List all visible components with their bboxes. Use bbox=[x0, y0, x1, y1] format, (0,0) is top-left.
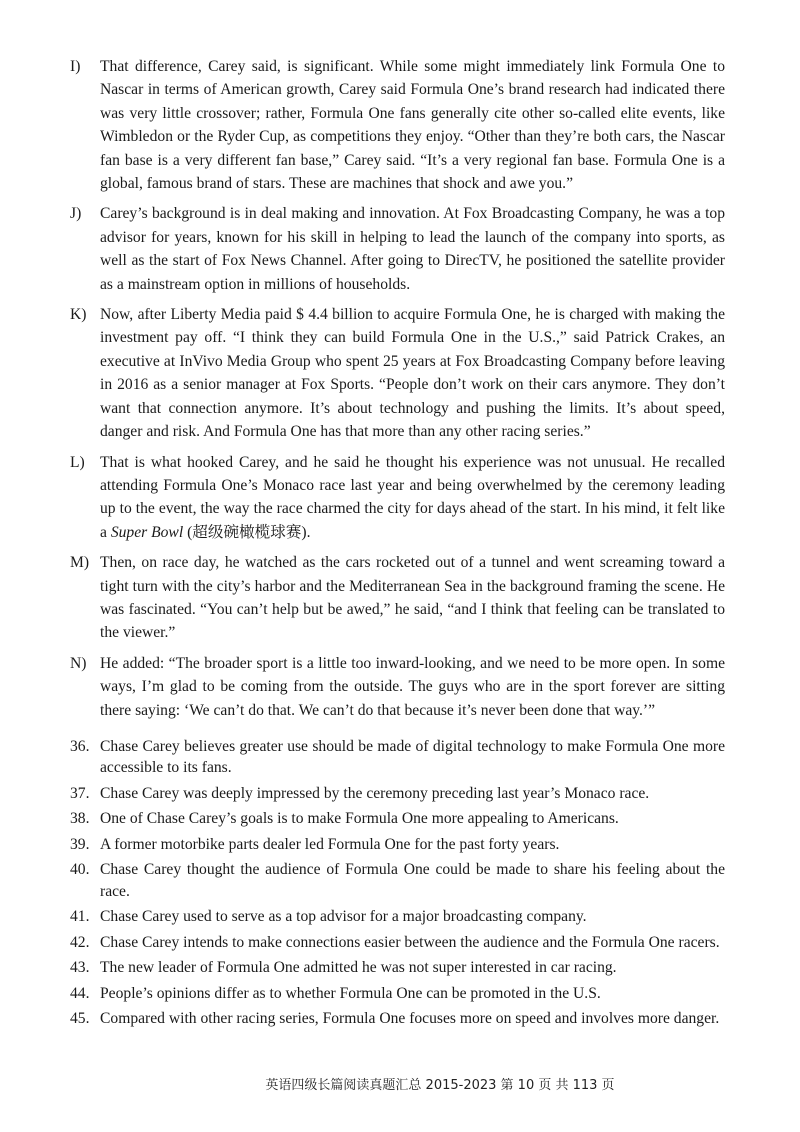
question-item bbox=[70, 906, 725, 928]
question-number: 40. bbox=[70, 861, 90, 879]
paragraph-label: M) bbox=[70, 554, 90, 572]
paragraph-text-part: That is what hooked Carey, and he said he thought his experience was not unusual. He recalled attending Formula One’s Monaco race last year and being overwhelmed by the ceremony leading up to the event, the way the race charmed the city for days ahead of the start. In his mind, it felt like a bbox=[100, 453, 725, 541]
paragraph-label: N) bbox=[70, 654, 87, 672]
paragraph-text: He added: “The broader sport is a little too inward-looking, and we need to be more open. In some ways, I’m glad to be coming from the outside. The guys who are in the sport forever are sitting there saying: ‘We can’t do that. We can’t do that because it’s never been done that way.’” bbox=[100, 654, 725, 719]
question-item bbox=[70, 808, 725, 830]
paragraph-label: K) bbox=[70, 306, 87, 324]
question-item bbox=[70, 859, 725, 902]
paragraph-i bbox=[70, 55, 725, 195]
question-text: The new leader of Formula One admitted he was not super interested in car racing. bbox=[100, 959, 617, 977]
italic-term: Super Bowl bbox=[110, 523, 184, 541]
question-text: Compared with other racing series, Formula One focuses more on speed and involves more danger. bbox=[100, 1010, 720, 1028]
paragraph-k bbox=[70, 303, 725, 443]
question-text: A former motorbike parts dealer led Formula One for the past forty years. bbox=[100, 835, 560, 853]
question-text: Chase Carey intends to make connections easier between the audience and the Formula One racers. bbox=[100, 933, 720, 951]
paragraph-label: L) bbox=[70, 453, 85, 471]
question-item bbox=[70, 957, 725, 979]
paragraph-l bbox=[70, 451, 725, 545]
question-item bbox=[70, 932, 725, 954]
page-footer: 英语四级长篇阅读真题汇总 2015-2023 第 10 页 共 113 页 bbox=[265, 1078, 615, 1093]
question-number: 36. bbox=[70, 737, 90, 755]
question-number: 44. bbox=[70, 984, 90, 1002]
question-item bbox=[70, 834, 725, 856]
paragraph-label: J) bbox=[70, 205, 82, 223]
question-text: Chase Carey was deeply impressed by the ceremony preceding last year’s Monaco race. bbox=[100, 784, 650, 802]
question-text: One of Chase Carey’s goals is to make Formula One more appealing to Americans. bbox=[100, 810, 619, 828]
paragraph-text-part: (超级碗橄榄球赛). bbox=[183, 523, 311, 541]
question-list bbox=[70, 736, 725, 1030]
question-number: 43. bbox=[70, 959, 90, 977]
question-number: 37. bbox=[70, 784, 90, 802]
paragraph-text: Then, on race day, he watched as the cars rocketed out of a tunnel and went screaming toward a tight turn with the city’s harbor and the Mediterranean Sea in the background framing the scene. He was fascinated. “You can’t help but be awed,” he said, “and I think that feeling can be translated to the viewer.” bbox=[100, 554, 725, 642]
question-text: Chase Carey thought the audience of Formula One could be made to share his feeling about the race. bbox=[100, 861, 725, 900]
question-item bbox=[70, 783, 725, 805]
question-item bbox=[70, 1008, 725, 1030]
question-text: Chase Carey believes greater use should be made of digital technology to make Formula One more accessible to its fans. bbox=[100, 737, 725, 777]
question-number: 45. bbox=[70, 1010, 90, 1028]
paragraph-j bbox=[70, 202, 725, 296]
paragraph-text: That difference, Carey said, is significant. While some might immediately link Formula One to Nascar in terms of American growth, Carey said Formula One’s brand research had indicated there was very little crossover; rather, Formula One fans generally cite other so-called elite events, like Wimbledon or the Ryder Cup, as competitions they enjoy. “Other than they’re both cars, the Nascar fan base is a very different fan base,” Carey said. “It’s a very regional fan base. Formula One is a global, famous brand of stars. These are machines that shock and awe you.” bbox=[100, 58, 725, 193]
question-text: Chase Carey used to serve as a top advisor for a major broadcasting company. bbox=[100, 908, 587, 926]
question-number: 39. bbox=[70, 835, 90, 853]
paragraph-text: Now, after Liberty Media paid $ 4.4 billion to acquire Formula One, he is charged with making the investment pay off. “I think they can build Formula One in the U.S.,” said Patrick Crakes, an executive at InVivo Media Group who spent 25 years at Fox Broadcasting Company before leaving in 2016 as a senior manager at Fox Sports. “People don’t work on their cars anymore. They don’t want that connection anymore. It’s about technology and pushing the limits. It’s about speed, danger and risk. And Formula One has that more than any other racing series.” bbox=[100, 306, 725, 441]
document-page bbox=[70, 55, 725, 1034]
paragraph-n bbox=[70, 652, 725, 722]
paragraph-text: Carey’s background is in deal making and innovation. At Fox Broadcasting Company, he was a top advisor for years, known for his skill in helping to lead the launch of the company into sports, as well as the start of Fox News Channel. After going to DirecTV, he positioned the satellite provider as a mainstream option in millions of households. bbox=[100, 205, 725, 293]
paragraph-text bbox=[100, 451, 725, 545]
question-item bbox=[70, 983, 725, 1005]
question-item bbox=[70, 736, 725, 779]
paragraph-m bbox=[70, 551, 725, 645]
question-number: 42. bbox=[70, 933, 90, 951]
question-text: People’s opinions differ as to whether Formula One can be promoted in the U.S. bbox=[100, 984, 601, 1002]
question-number: 41. bbox=[70, 908, 90, 926]
question-number: 38. bbox=[70, 810, 90, 828]
paragraph-label: I) bbox=[70, 58, 81, 75]
passage-paragraphs bbox=[70, 55, 725, 722]
